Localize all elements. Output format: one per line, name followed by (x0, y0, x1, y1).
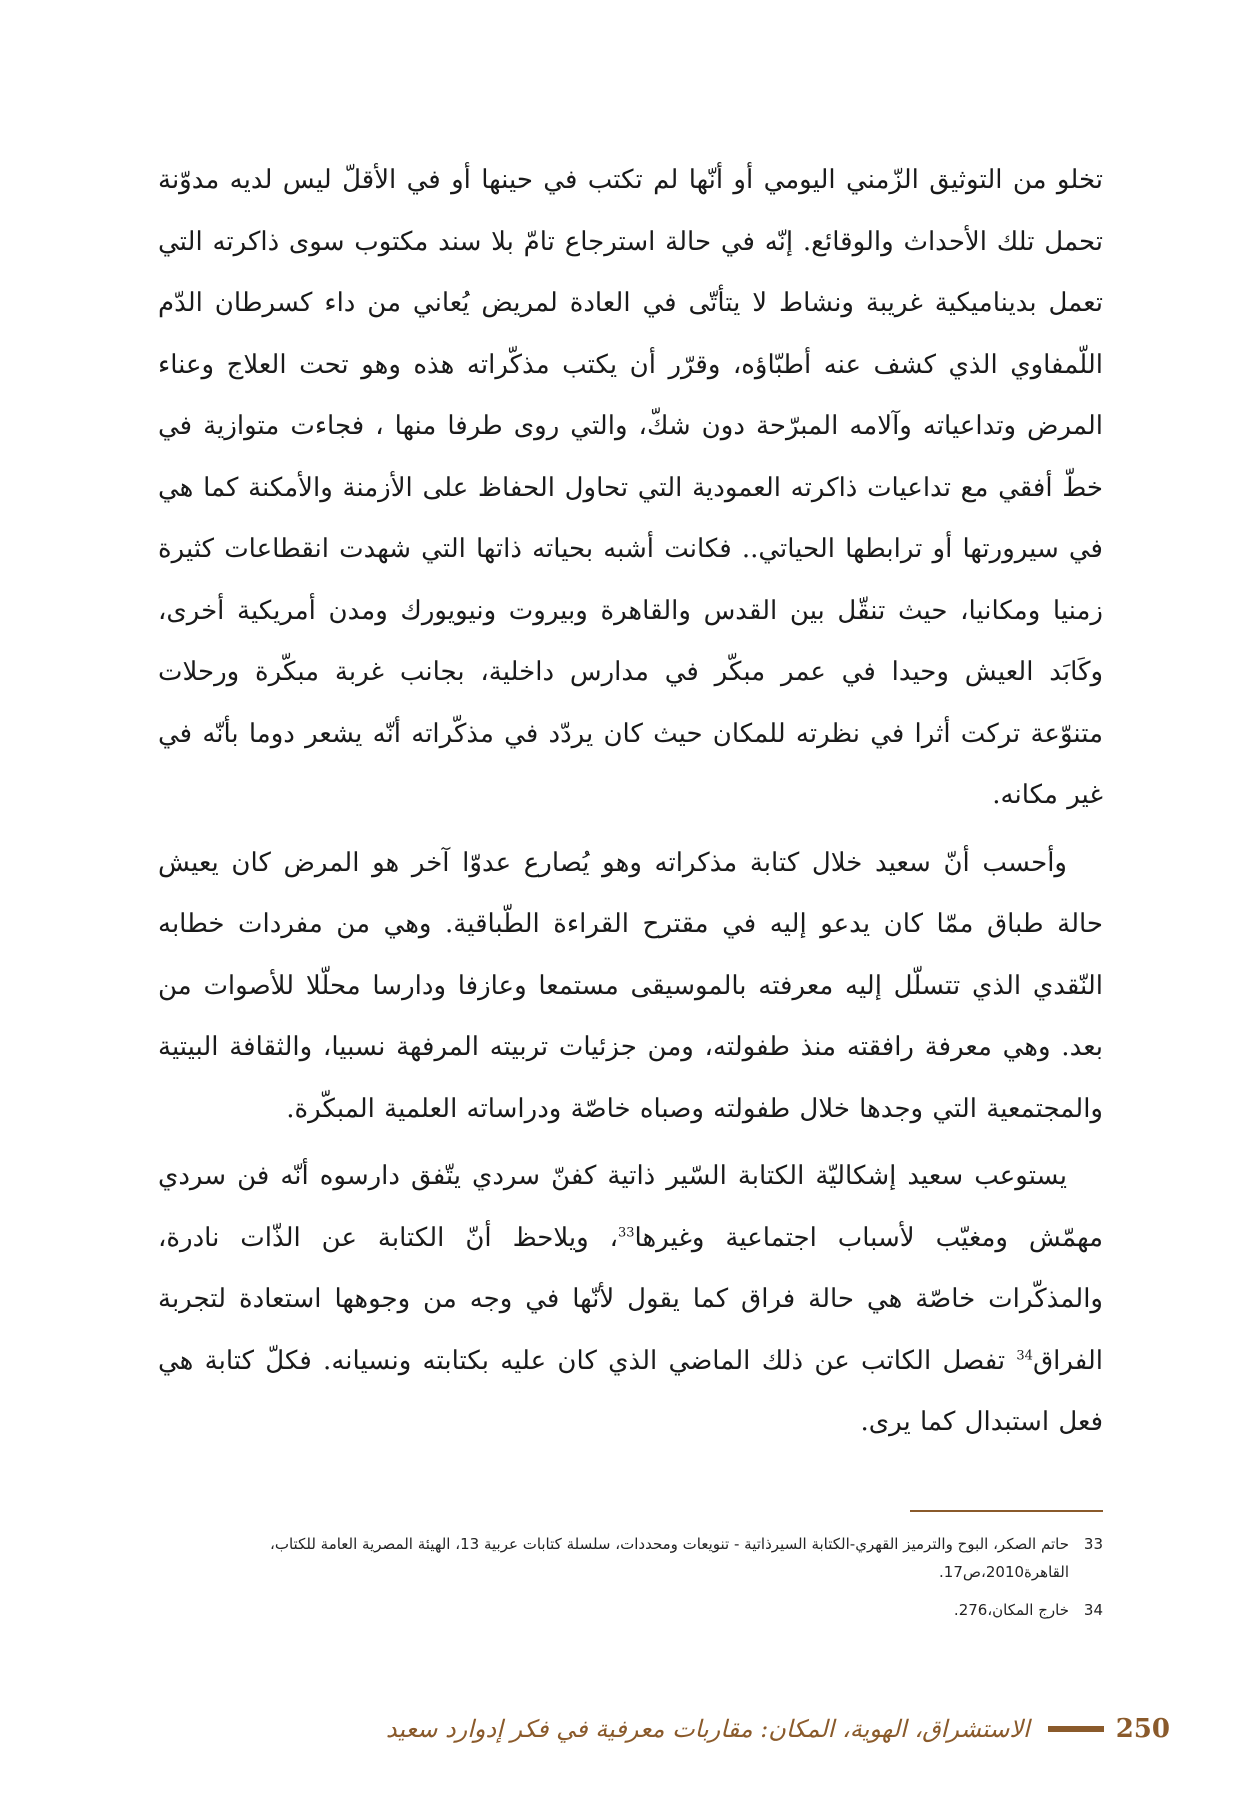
paragraph-3-text-a: يستوعب سعيد إشكاليّة الكتابة السّير ذاتية كفنّ سردي يتّفق دارسوه أنّه فن سردي مهمّش ومغيّب لأسباب اجتماعية وغيرها (158, 1161, 1103, 1253)
paragraph-3-text-c: تفصل الكاتب عن ذلك الماضي الذي كان عليه بكتابته ونسيانه. فكلّ كتابة هي فعل استبدال كما يرى. (158, 1345, 1103, 1437)
footnote-number: 33 (1083, 1535, 1103, 1553)
paragraph-1-text: تخلو من التوثيق الزّمني اليومي أو أنّها لم تكتب في حينها أو في الأقلّ ليس لديه مدوّنة تحمل تلك الأحداث والوقائع. إنّه في حالة استرجاع تامّ بلا سند مكتوب سوى ذاكرته التي تعمل بديناميكية غريبة ونشاط لا يتأتّى في العادة لمريض يُعاني من داء كسرطان الدّم اللّمفاوي الذي كشف عنه أطبّاؤه، وقرّر أن يكتب مذكّراته هذه وهو تحت العلاج وعناء المرض وتداعياته وآلامه المبرّحة دون شكّ، والتي روى طرفا منها ، فجاءت متوازية في خطّ أفقي مع تداعيات ذاكرته العمودية التي تحاول الحفاظ على الأزمنة والأمكنة كما هي في سيرورتها أو ترابطها الحياتي.. فكانت أشبه بحياته ذاتها التي شهدت انقطاعات كثيرة زمنيا ومكانيا، حيث تنقّل بين القدس والقاهرة وبيروت ونيويورك ومدن أمريكية أخرى، وكَابَد العيش وحيدا في عمر مبكّر في مدارس داخلية، بجانب غربة مبكّرة ورحلات متنوّعة تركت أثرا في نظرته للمكان حيث كان يردّد في مذكّراته أنّه يشعر دوما بأنّه في غير مكانه. (158, 165, 1103, 810)
body-text (158, 150, 1103, 1460)
footnote-separator (910, 1510, 1103, 1512)
book-title: الاستشراق، الهوية، المكان: مقاربات معرفية في فكر إدوارد سعيد (385, 1715, 1030, 1743)
paragraph-2-text: وأحسب أنّ سعيد خلال كتابة مذكراته وهو يُصارع عدوّا آخر هو المرض كان يعيش حالة طباق ممّا كان يدعو إليه في مقترح القراءة الطّباقية. وهي من مفردات خطابه النّقدي الذي تتسلّل إليه معرفته بالموسيقى مستمعا وعازفا ودارسا محلّلا للأصوات من بعد. وهي معرفة رافقته منذ طفولته، ومن جزئيات تربيته المرفهة نسبيا، والثقافة البيتية والمجتمعية التي وجدها خلال طفولته وصباه خاصّة ودراساته العلمية المبكّرة. (158, 847, 1103, 1124)
running-footer (380, 1705, 1170, 1753)
page-number: 250 (1115, 1714, 1170, 1744)
footnote-text: حاتم الصكر، البوح والترميز القهري-الكتابة السيرذاتية - تنويعات ومحددات، سلسلة كتابات عربية 13، الهيئة المصرية العامة للكتاب، القاهرة2010،ص17. (270, 1535, 1069, 1581)
footnotes (158, 1530, 1103, 1634)
footnote-34 (158, 1596, 1103, 1624)
paragraph-1 (158, 150, 1103, 827)
footer-rule (1048, 1726, 1104, 1732)
footnote-number: 34 (1083, 1601, 1103, 1619)
paragraph-3 (158, 1146, 1103, 1454)
paragraph-3-text-b: ، ويلاحظ أنّ الكتابة عن الذّات نادرة، والمذكّرات خاصّة هي حالة فراق كما يقول لأنّها في وجه من وجوهها استعادة لتجربة الفراق (158, 1222, 1103, 1376)
footnote-33 (158, 1530, 1103, 1586)
footnote-ref-33[interactable]: 33 (617, 1224, 635, 1240)
footnote-ref-34[interactable]: 34 (1016, 1347, 1033, 1363)
paragraph-2 (158, 833, 1103, 1141)
footnote-text: خارج المكان،276. (953, 1601, 1069, 1619)
